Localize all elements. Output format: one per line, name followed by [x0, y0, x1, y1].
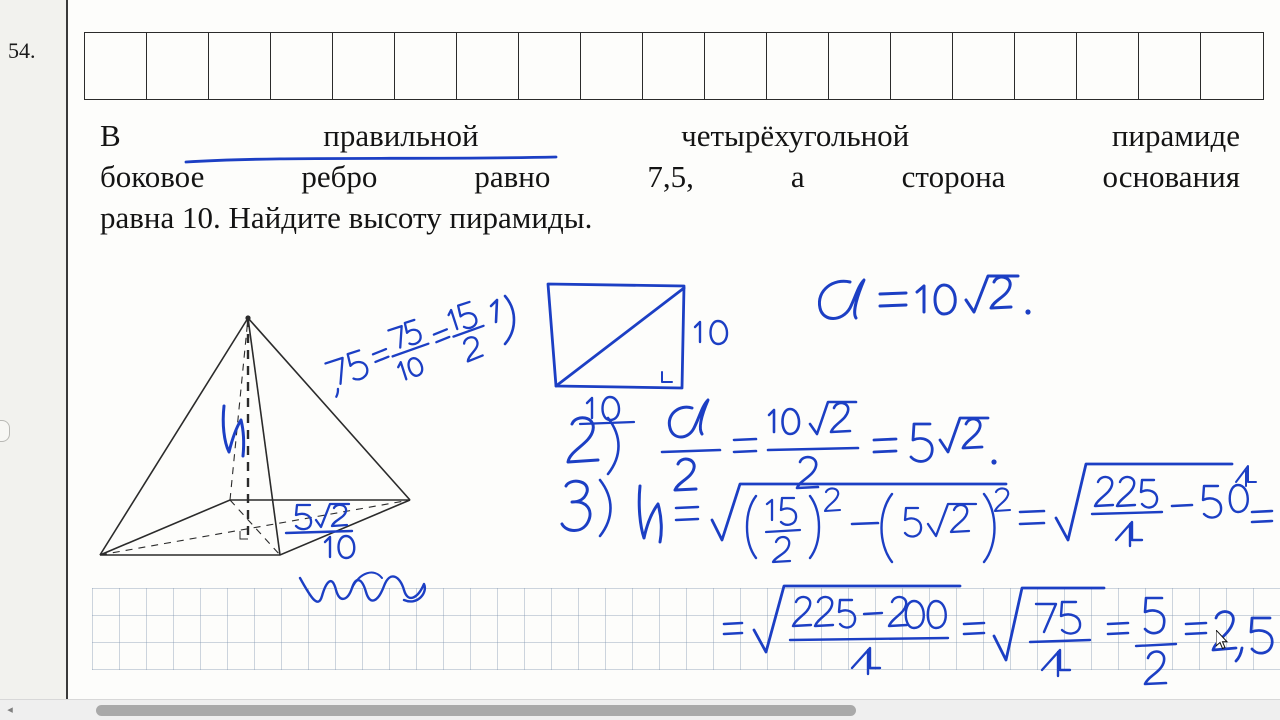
answer-cell[interactable]	[85, 33, 147, 99]
answer-cell[interactable]	[147, 33, 209, 99]
answer-cell[interactable]	[1077, 33, 1139, 99]
scroll-left-arrow-icon[interactable]: ◂	[7, 703, 13, 716]
answer-cell[interactable]	[643, 33, 705, 99]
answer-grid[interactable]	[84, 32, 1264, 100]
answer-cell[interactable]	[1201, 33, 1263, 99]
problem-number: 54.	[8, 38, 36, 63]
left-margin-strip	[0, 0, 68, 700]
statement-line-1: В правильной четырёхугольной пирамиде	[100, 118, 1240, 153]
answer-cell[interactable]	[891, 33, 953, 99]
answer-cell[interactable]	[705, 33, 767, 99]
statement-line-2: боковое ребро равно 7,5, а сторона основания	[100, 158, 1240, 194]
problem-statement	[100, 116, 1240, 239]
answer-cell[interactable]	[829, 33, 891, 99]
answer-cell[interactable]	[209, 33, 271, 99]
answer-cell[interactable]	[395, 33, 457, 99]
mouse-cursor	[1216, 630, 1230, 650]
answer-cell[interactable]	[581, 33, 643, 99]
answer-cell[interactable]	[333, 33, 395, 99]
squared-paper-grid	[92, 588, 1280, 670]
answer-cell[interactable]	[1015, 33, 1077, 99]
answer-cell[interactable]	[457, 33, 519, 99]
scrollbar-thumb[interactable]	[96, 705, 856, 716]
answer-cell[interactable]	[519, 33, 581, 99]
answer-cell[interactable]	[953, 33, 1015, 99]
answer-cell[interactable]	[1139, 33, 1201, 99]
answer-cell[interactable]	[271, 33, 333, 99]
horizontal-scrollbar[interactable]	[0, 699, 1280, 720]
statement-line-3: равна 10. Найдите высоту пирамиды.	[100, 199, 593, 235]
pyramid-drawing	[70, 290, 500, 600]
answer-cell[interactable]	[767, 33, 829, 99]
